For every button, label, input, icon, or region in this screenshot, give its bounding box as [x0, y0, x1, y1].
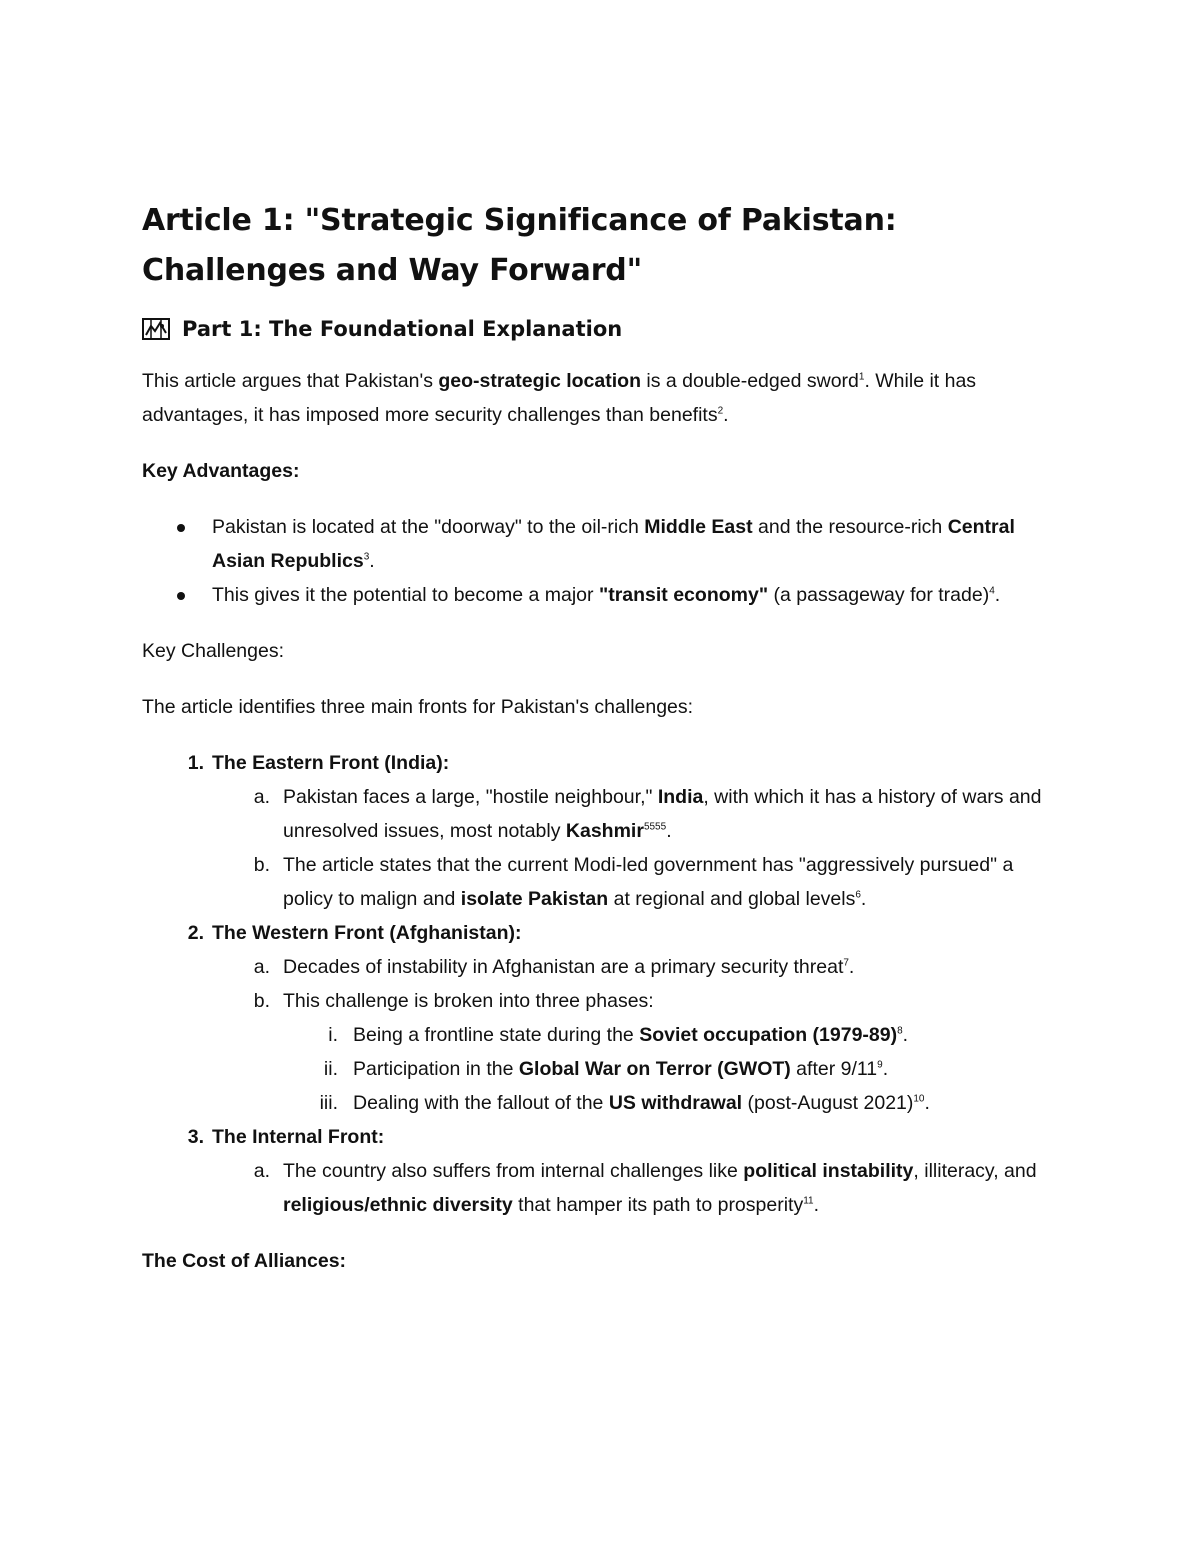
- list-item: b. The article states that the current Modi-led government has "aggressively pursued" a policy to malign and isolate Pakistan at regional and global levels$^6$.: [253, 854, 1014, 910]
- list-item: a. Pakistan faces a large, "hostile neighbour," India, with which it has a history of wars and unresolved issues, most notably Kashmir$^{5555}$.: [253, 786, 1042, 842]
- intro-paragraph: This article argues that Pakistan's geo-strategic location is a double-edged sword$^1$. While it has advantages, it has imposed more security challenges than benefits$^2$.: [142, 370, 977, 426]
- list-item: iii. Dealing with the fallout of the US withdrawal (post-August 2021)$^{10}$.: [319, 1092, 930, 1114]
- map-icon: [142, 317, 170, 341]
- list-item: i. Being a frontline state during the Soviet occupation (1979-89)$^8$.: [328, 1024, 909, 1046]
- cost-of-alliances-heading: The Cost of Alliances:: [142, 1250, 347, 1272]
- front-internal: 3. The Internal Front:: [187, 1126, 385, 1148]
- list-item: b. This challenge is broken into three phases:: [253, 990, 654, 1012]
- list-item: Pakistan is located at the "doorway" to the oil-rich Middle East and the resource-rich Central Asian Republics$^3$.: [142, 510, 1062, 578]
- challenges-intro: The article identifies three main fronts for Pakistan's challenges:: [142, 696, 694, 718]
- list-item: a. Decades of instability in Afghanistan are a primary security threat$^7$.: [253, 956, 855, 978]
- list-item: a. The country also suffers from internal challenges like political instability, illiteracy, and religious/ethnic diversity that hamper its path to prosperity$^{11}$.: [253, 1160, 1037, 1216]
- part1-heading-text: Part 1: The Foundational Explanation: [182, 317, 623, 341]
- key-challenges-heading: Key Challenges:: [142, 640, 285, 662]
- list-item: ii. Participation in the Global War on Terror (GWOT) after $9/11^9$.: [323, 1058, 889, 1080]
- advantages-list: [142, 510, 1062, 612]
- document-page: [142, 196, 1062, 1278]
- key-advantages-heading: Key Advantages:: [142, 460, 300, 482]
- section-heading-part1: [142, 314, 1062, 344]
- front-eastern: 1. The Eastern Front (India):: [187, 752, 450, 774]
- article-title: Article 1: "Strategic Significance of Pakistan: Challenges and Way Forward": [142, 203, 897, 288]
- front-western: 2. The Western Front (Afghanistan):: [187, 922, 522, 944]
- list-item: This gives it the potential to become a major "transit economy" (a passageway for trade)$^4$.: [142, 578, 1062, 612]
